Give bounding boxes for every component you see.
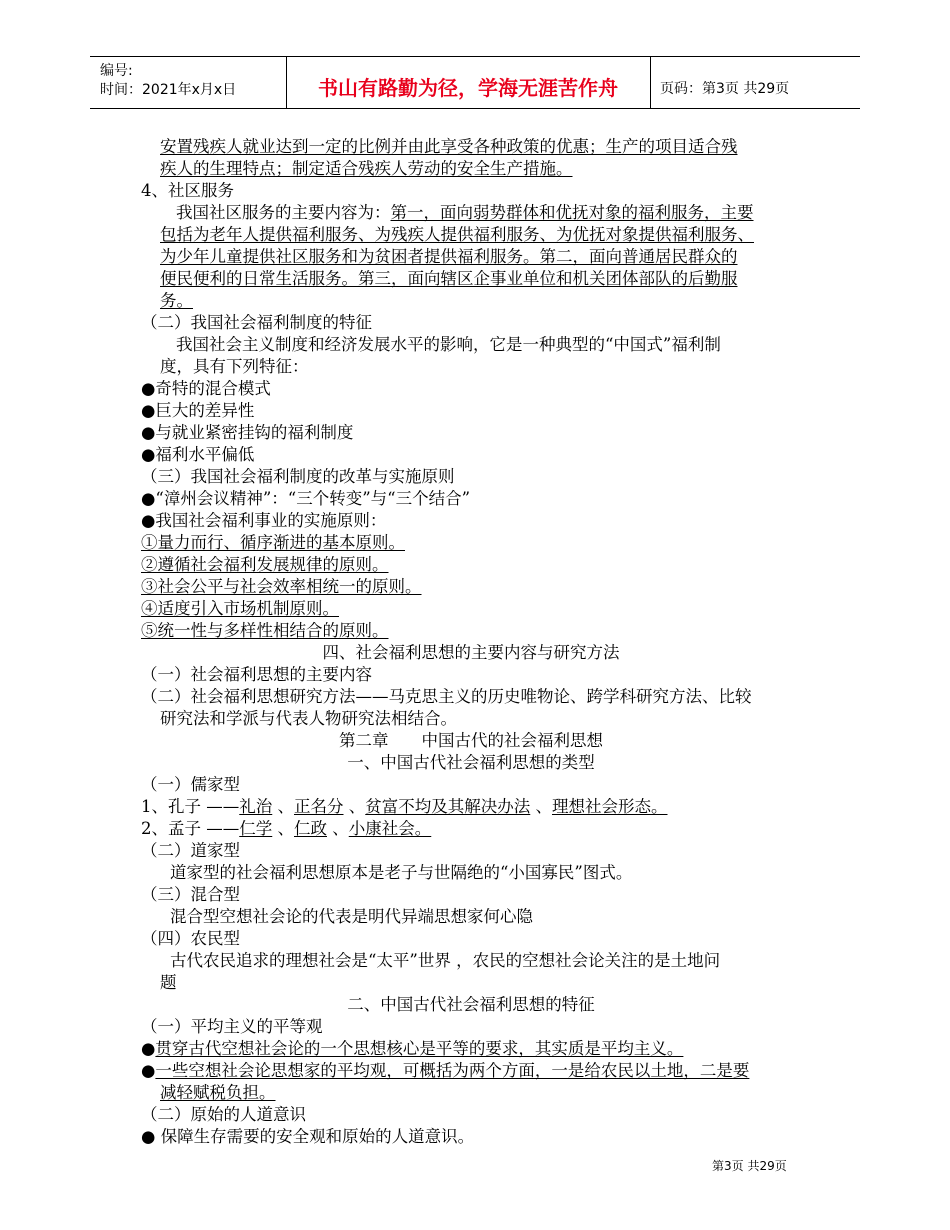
header-top-rule [90,56,860,57]
section-heading: （一）儒家型 [141,775,240,794]
body-line: 题 [160,973,177,992]
bullet-item: ●与就业紧密挂钩的福利制度 [141,423,354,442]
confucius-line: 1、孔子 ——礼治 、正名分 、贫富不均及其解决办法 、理想社会形态。 [141,797,668,816]
section-heading: （三）我国社会福利制度的改革与实施原则 [141,467,455,486]
page-footer: 第3页 共29页 [712,1159,787,1173]
bullet-item: ●巨大的差异性 [141,401,255,420]
body-line: 古代农民追求的理想社会是“太平”世界 ，农民的空想社会论关注的是土地问 [170,951,721,970]
header-divider-right [650,56,651,108]
section-title: 一、中国古代社会福利思想的类型 [347,753,595,772]
body-line: 疾人的生理特点；制定适合残疾人劳动的安全生产措施。 [160,159,573,178]
section-heading: （一）平均主义的平等观 [141,1017,323,1036]
body-line: 为少年儿童提供社区服务和为贫困者提供福利服务。第二，面向普通居民群众的 [160,247,738,266]
body-line: 我国社区服务的主要内容为：第一，面向弱势群体和优抚对象的福利服务，主要 [176,203,754,222]
mencius-line: 2、孟子 ——仁学 、仁政 、小康社会。 [141,819,432,838]
body-line: 包括为老年人提供福利服务、为残疾人提供福利服务、为优抚对象提供福利服务、 [160,225,754,244]
section-heading: （二）我国社会福利制度的特征 [141,313,372,332]
principle-item: ④适度引入市场机制原则。 [141,599,339,618]
document-time-label: 时间：2021年x月x日 [100,82,237,98]
body-line: 我国社会主义制度和经济发展水平的影响，它是一种典型的“中国式”福利制 [176,335,721,354]
section-title: 四、社会福利思想的主要内容与研究方法 [322,643,620,662]
header-page-label: 页码：第3页 共29页 [660,81,790,97]
section-heading: （二）原始的人道意识 [141,1105,306,1124]
principle-item: ②遵循社会福利发展规律的原则。 [141,555,389,574]
section-title: 二、中国古代社会福利思想的特征 [347,995,595,1014]
bullet-item: ●福利水平偏低 [141,445,255,464]
bullet-item: ●“漳州会议精神”：“三个转变”与“三个结合” [141,489,471,508]
section-heading: （一）社会福利思想的主要内容 [141,665,372,684]
principle-item: ①量力而行、循序渐进的基本原则。 [141,533,405,552]
body-line: 安置残疾人就业达到一定的比例并由此享受各种政策的优惠；生产的项目适合残 [160,137,738,156]
bullet-item: ●我国社会福利事业的实施原则： [141,511,387,530]
body-line: 道家型的社会福利思想原本是老子与世隔绝的“小国寡民”图式。 [170,863,633,882]
section-heading: （二）社会福利思想研究方法——马克思主义的历史唯物论、跨学科研究方法、比较 [141,687,752,706]
principle-item: ⑤统一性与多样性相结合的原则。 [141,621,389,640]
header-bottom-rule [90,108,860,109]
section-heading: 4、社区服务 [141,181,234,200]
document-number-label: 编号: [100,63,133,79]
bullet-item: ● 保障生存需要的安全观和原始的人道意识。 [141,1127,475,1146]
bullet-item: ●贯穿古代空想社会论的一个思想核心是平等的要求，其实质是平均主义。 [141,1039,684,1058]
header-motto: 书山有路勤为径，学海无涯苦作舟 [318,76,618,100]
bullet-item: ●一些空想社会论思想家的平均观，可概括为两个方面，一是给农民以土地，二是要 [141,1061,750,1080]
body-line: 便民便利的日常生活服务。第三，面向辖区企事业单位和机关团体部队的后勤服 [160,269,738,288]
section-heading: （四）农民型 [141,929,240,948]
body-line: 混合型空想社会论的代表是明代异端思想家何心隐 [170,907,533,926]
principle-item: ③社会公平与社会效率相统一的原则。 [141,577,422,596]
body-line: 减轻赋税负担。 [160,1083,276,1102]
body-line: 度，具有下列特征： [160,357,309,376]
bullet-item: ●奇特的混合模式 [141,379,271,398]
body-line: 研究法和学派与代表人物研究法相结合。 [160,709,457,728]
body-line: 务。 [160,291,193,310]
chapter-title: 第二章 中国古代的社会福利思想 [339,731,603,750]
section-heading: （三）混合型 [141,885,240,904]
section-heading: （二）道家型 [141,841,240,860]
